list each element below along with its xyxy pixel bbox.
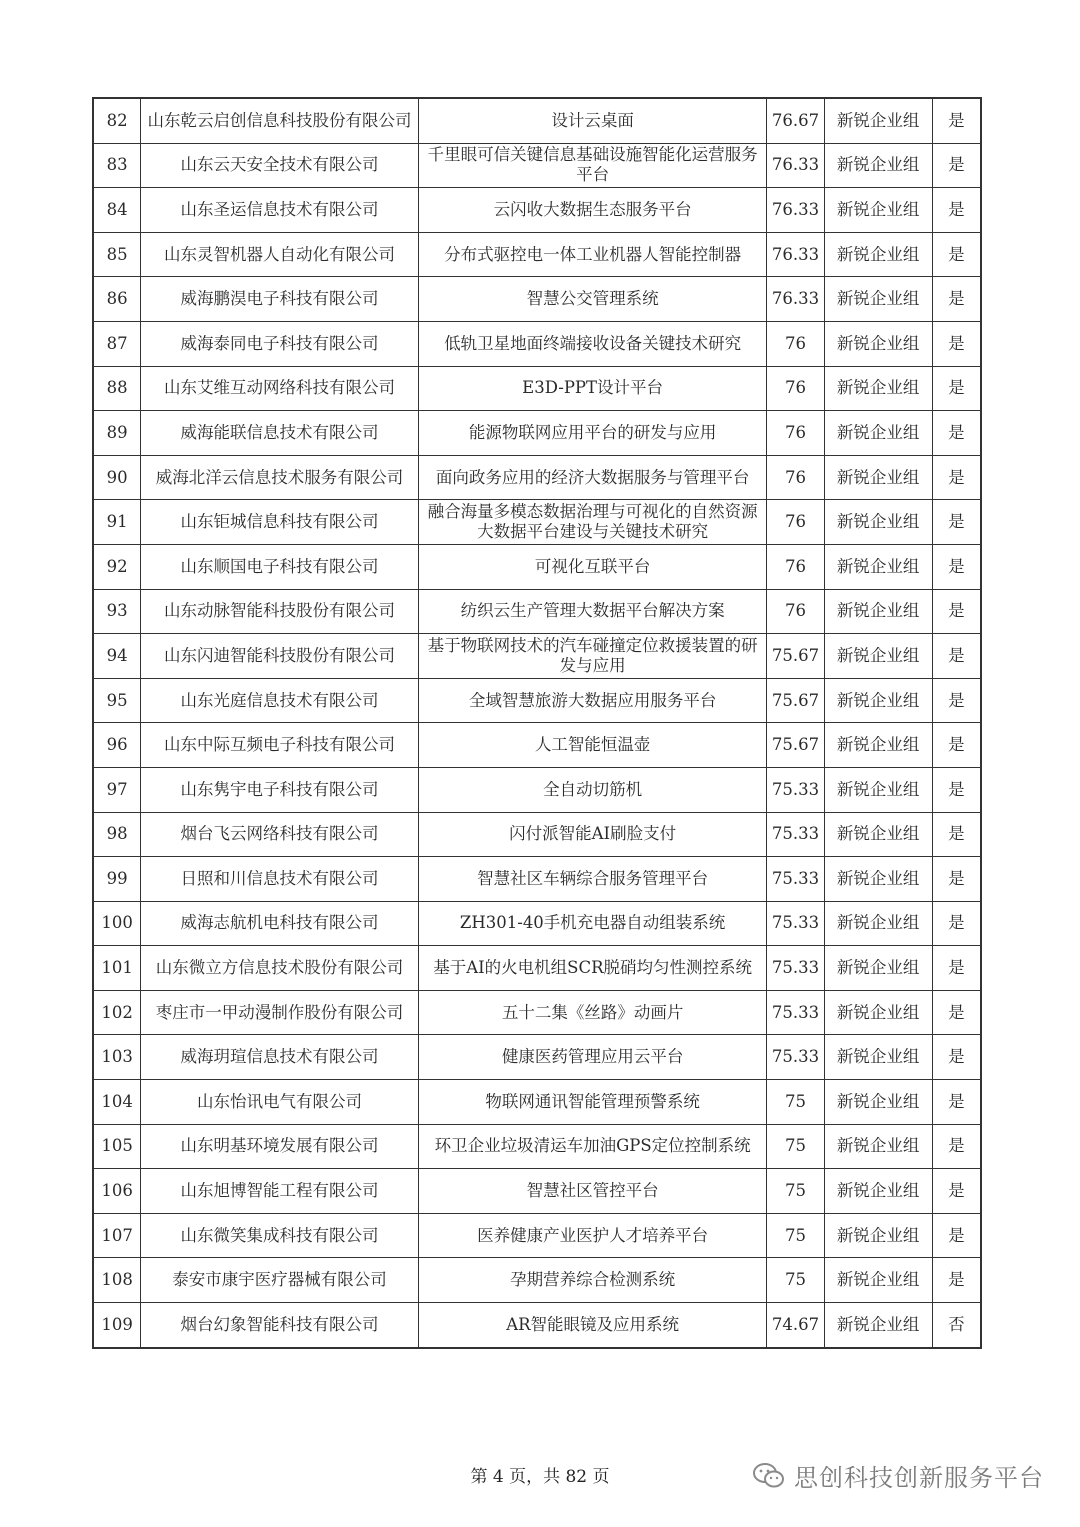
pass-status-cell: 是 xyxy=(932,946,981,991)
row-number-cell: 93 xyxy=(93,589,141,634)
pass-status-cell: 是 xyxy=(932,98,981,143)
row-number-cell: 104 xyxy=(93,1080,141,1125)
row-number-cell: 97 xyxy=(93,767,141,812)
group-name-cell: 新锐企业组 xyxy=(824,1035,932,1080)
table-row xyxy=(93,1124,981,1169)
company-name-cell: 山东微笑集成科技有限公司 xyxy=(141,1213,419,1258)
row-number-cell: 84 xyxy=(93,188,141,233)
pass-status-cell: 是 xyxy=(932,544,981,589)
project-name-cell: 能源物联网应用平台的研发与应用 xyxy=(418,411,767,456)
project-name-cell: ZH301-40手机充电器自动组装系统 xyxy=(418,901,767,946)
group-name-cell: 新锐企业组 xyxy=(824,946,932,991)
group-name-cell: 新锐企业组 xyxy=(824,544,932,589)
row-number-cell: 83 xyxy=(93,143,141,188)
company-name-cell: 山东云天安全技术有限公司 xyxy=(141,143,419,188)
company-name-cell: 山东动脉智能科技股份有限公司 xyxy=(141,589,419,634)
project-name-cell: 孕期营养综合检测系统 xyxy=(418,1258,767,1303)
project-name-cell: 闪付派智能AI刷脸支付 xyxy=(418,812,767,857)
group-name-cell: 新锐企业组 xyxy=(824,589,932,634)
score-cell: 75.67 xyxy=(767,634,824,679)
watermark-text: 思创科技创新服务平台 xyxy=(794,1464,1044,1492)
table-row xyxy=(93,277,981,322)
score-cell: 76 xyxy=(767,500,824,545)
score-cell: 76.33 xyxy=(767,143,824,188)
table-row xyxy=(93,188,981,233)
row-number-cell: 94 xyxy=(93,634,141,679)
company-name-cell: 山东钜城信息科技有限公司 xyxy=(141,500,419,545)
table-row xyxy=(93,1213,981,1258)
group-name-cell: 新锐企业组 xyxy=(824,232,932,277)
group-name-cell: 新锐企业组 xyxy=(824,857,932,902)
table-row xyxy=(93,500,981,545)
row-number-cell: 100 xyxy=(93,901,141,946)
company-name-cell: 山东中际互频电子科技有限公司 xyxy=(141,723,419,768)
score-cell: 76.33 xyxy=(767,188,824,233)
project-name-cell: 健康医药管理应用云平台 xyxy=(418,1035,767,1080)
project-name-cell: 云闪收大数据生态服务平台 xyxy=(418,188,767,233)
table-row xyxy=(93,411,981,456)
pass-status-cell: 是 xyxy=(932,767,981,812)
row-number-cell: 99 xyxy=(93,857,141,902)
row-number-cell: 96 xyxy=(93,723,141,768)
table-row xyxy=(93,1080,981,1125)
score-cell: 76 xyxy=(767,455,824,500)
project-name-cell: 基于物联网技术的汽车碰撞定位救援装置的研发与应用 xyxy=(418,634,767,679)
score-cell: 75.33 xyxy=(767,901,824,946)
table-row xyxy=(93,1035,981,1080)
table-row xyxy=(93,544,981,589)
pass-status-cell: 是 xyxy=(932,901,981,946)
company-name-cell: 枣庄市一甲动漫制作股份有限公司 xyxy=(141,990,419,1035)
project-name-cell: E3D-PPT设计平台 xyxy=(418,366,767,411)
pass-status-cell: 是 xyxy=(932,678,981,723)
table-row xyxy=(93,723,981,768)
score-cell: 76.33 xyxy=(767,277,824,322)
score-cell: 75 xyxy=(767,1213,824,1258)
table-row xyxy=(93,143,981,188)
score-cell: 74.67 xyxy=(767,1303,824,1348)
score-cell: 75 xyxy=(767,1258,824,1303)
group-name-cell: 新锐企业组 xyxy=(824,455,932,500)
group-name-cell: 新锐企业组 xyxy=(824,1258,932,1303)
group-name-cell: 新锐企业组 xyxy=(824,277,932,322)
project-name-cell: 环卫企业垃圾清运车加油GPS定位控制系统 xyxy=(418,1124,767,1169)
score-cell: 75 xyxy=(767,1124,824,1169)
pass-status-cell: 是 xyxy=(932,1258,981,1303)
project-name-cell: 物联网通讯智能管理预警系统 xyxy=(418,1080,767,1125)
row-number-cell: 102 xyxy=(93,990,141,1035)
table-row xyxy=(93,1303,981,1348)
company-name-cell: 威海能联信息技术有限公司 xyxy=(141,411,419,456)
project-name-cell: 全域智慧旅游大数据应用服务平台 xyxy=(418,678,767,723)
project-name-cell: AR智能眼镜及应用系统 xyxy=(418,1303,767,1348)
project-name-cell: 面向政务应用的经济大数据服务与管理平台 xyxy=(418,455,767,500)
group-name-cell: 新锐企业组 xyxy=(824,1213,932,1258)
company-name-cell: 山东艾维互动网络科技有限公司 xyxy=(141,366,419,411)
project-name-cell: 医养健康产业医护人才培养平台 xyxy=(418,1213,767,1258)
project-name-cell: 可视化互联平台 xyxy=(418,544,767,589)
table-row xyxy=(93,857,981,902)
company-name-cell: 威海泰同电子科技有限公司 xyxy=(141,321,419,366)
row-number-cell: 89 xyxy=(93,411,141,456)
row-number-cell: 92 xyxy=(93,544,141,589)
pass-status-cell: 否 xyxy=(932,1303,981,1348)
table-row xyxy=(93,366,981,411)
table-row xyxy=(93,589,981,634)
company-name-cell: 泰安市康宇医疗器械有限公司 xyxy=(141,1258,419,1303)
group-name-cell: 新锐企业组 xyxy=(824,411,932,456)
page-number: 第 4 页，共 82 页 xyxy=(470,1467,610,1487)
row-number-cell: 98 xyxy=(93,812,141,857)
table-row xyxy=(93,1258,981,1303)
company-name-cell: 烟台飞云网络科技有限公司 xyxy=(141,812,419,857)
project-name-cell: 融合海量多模态数据治理与可视化的自然资源大数据平台建设与关键技术研究 xyxy=(418,500,767,545)
pass-status-cell: 是 xyxy=(932,143,981,188)
group-name-cell: 新锐企业组 xyxy=(824,678,932,723)
group-name-cell: 新锐企业组 xyxy=(824,990,932,1035)
score-cell: 75.33 xyxy=(767,812,824,857)
table-row xyxy=(93,901,981,946)
score-cell: 76.67 xyxy=(767,98,824,143)
score-cell: 75.33 xyxy=(767,857,824,902)
pass-status-cell: 是 xyxy=(932,634,981,679)
table-row xyxy=(93,946,981,991)
project-name-cell: 智慧公交管理系统 xyxy=(418,277,767,322)
row-number-cell: 90 xyxy=(93,455,141,500)
wechat-icon xyxy=(752,1462,786,1490)
company-name-cell: 山东乾云启创信息科技股份有限公司 xyxy=(141,98,419,143)
group-name-cell: 新锐企业组 xyxy=(824,366,932,411)
score-cell: 75.67 xyxy=(767,723,824,768)
table-row xyxy=(93,232,981,277)
table-row xyxy=(93,812,981,857)
score-cell: 76.33 xyxy=(767,232,824,277)
group-name-cell: 新锐企业组 xyxy=(824,1080,932,1125)
group-name-cell: 新锐企业组 xyxy=(824,901,932,946)
group-name-cell: 新锐企业组 xyxy=(824,321,932,366)
group-name-cell: 新锐企业组 xyxy=(824,634,932,679)
table-row xyxy=(93,321,981,366)
pass-status-cell: 是 xyxy=(932,1080,981,1125)
group-name-cell: 新锐企业组 xyxy=(824,143,932,188)
group-name-cell: 新锐企业组 xyxy=(824,812,932,857)
company-name-cell: 山东明基环境发展有限公司 xyxy=(141,1124,419,1169)
pass-status-cell: 是 xyxy=(932,277,981,322)
row-number-cell: 101 xyxy=(93,946,141,991)
pass-status-cell: 是 xyxy=(932,232,981,277)
group-name-cell: 新锐企业组 xyxy=(824,723,932,768)
row-number-cell: 85 xyxy=(93,232,141,277)
score-cell: 76 xyxy=(767,411,824,456)
company-name-cell: 威海北洋云信息技术服务有限公司 xyxy=(141,455,419,500)
score-cell: 75 xyxy=(767,1080,824,1125)
row-number-cell: 107 xyxy=(93,1213,141,1258)
group-name-cell: 新锐企业组 xyxy=(824,1124,932,1169)
pass-status-cell: 是 xyxy=(932,321,981,366)
table-row xyxy=(93,990,981,1035)
score-cell: 75.33 xyxy=(767,1035,824,1080)
score-cell: 76 xyxy=(767,366,824,411)
project-name-cell: 五十二集《丝路》动画片 xyxy=(418,990,767,1035)
row-number-cell: 103 xyxy=(93,1035,141,1080)
group-name-cell: 新锐企业组 xyxy=(824,98,932,143)
company-name-cell: 山东微立方信息技术股份有限公司 xyxy=(141,946,419,991)
row-number-cell: 105 xyxy=(93,1124,141,1169)
score-cell: 76 xyxy=(767,321,824,366)
project-name-cell: 纺织云生产管理大数据平台解决方案 xyxy=(418,589,767,634)
score-cell: 75.33 xyxy=(767,990,824,1035)
company-name-cell: 威海玥瑄信息技术有限公司 xyxy=(141,1035,419,1080)
row-number-cell: 106 xyxy=(93,1169,141,1214)
score-cell: 75 xyxy=(767,1169,824,1214)
score-cell: 75.33 xyxy=(767,946,824,991)
table-row xyxy=(93,1169,981,1214)
row-number-cell: 95 xyxy=(93,678,141,723)
pass-status-cell: 是 xyxy=(932,411,981,456)
company-name-cell: 威海志航机电科技有限公司 xyxy=(141,901,419,946)
group-name-cell: 新锐企业组 xyxy=(824,500,932,545)
pass-status-cell: 是 xyxy=(932,857,981,902)
pass-status-cell: 是 xyxy=(932,366,981,411)
pass-status-cell: 是 xyxy=(932,1213,981,1258)
project-name-cell: 全自动切筋机 xyxy=(418,767,767,812)
company-name-cell: 威海鹏淏电子科技有限公司 xyxy=(141,277,419,322)
pass-status-cell: 是 xyxy=(932,455,981,500)
project-name-cell: 基于AI的火电机组SCR脱硝均匀性测控系统 xyxy=(418,946,767,991)
pass-status-cell: 是 xyxy=(932,500,981,545)
table-row xyxy=(93,455,981,500)
group-name-cell: 新锐企业组 xyxy=(824,1169,932,1214)
group-name-cell: 新锐企业组 xyxy=(824,767,932,812)
company-name-cell: 山东圣运信息技术有限公司 xyxy=(141,188,419,233)
score-cell: 76 xyxy=(767,544,824,589)
row-number-cell: 87 xyxy=(93,321,141,366)
company-name-cell: 山东隽宇电子科技有限公司 xyxy=(141,767,419,812)
table-body xyxy=(93,98,981,1348)
pass-status-cell: 是 xyxy=(932,1124,981,1169)
pass-status-cell: 是 xyxy=(932,990,981,1035)
table-row xyxy=(93,767,981,812)
row-number-cell: 109 xyxy=(93,1303,141,1348)
pass-status-cell: 是 xyxy=(932,723,981,768)
row-number-cell: 88 xyxy=(93,366,141,411)
pass-status-cell: 是 xyxy=(932,1169,981,1214)
row-number-cell: 86 xyxy=(93,277,141,322)
company-name-cell: 山东顺国电子科技有限公司 xyxy=(141,544,419,589)
results-table xyxy=(92,97,982,1349)
project-name-cell: 设计云桌面 xyxy=(418,98,767,143)
company-name-cell: 山东闪迪智能科技股份有限公司 xyxy=(141,634,419,679)
score-cell: 75.33 xyxy=(767,767,824,812)
row-number-cell: 91 xyxy=(93,500,141,545)
company-name-cell: 山东怡讯电气有限公司 xyxy=(141,1080,419,1125)
table-row xyxy=(93,678,981,723)
group-name-cell: 新锐企业组 xyxy=(824,188,932,233)
company-name-cell: 山东旭博智能工程有限公司 xyxy=(141,1169,419,1214)
watermark xyxy=(752,1458,1044,1493)
company-name-cell: 日照和川信息技术有限公司 xyxy=(141,857,419,902)
project-name-cell: 分布式驱控电一体工业机器人智能控制器 xyxy=(418,232,767,277)
company-name-cell: 烟台幻象智能科技有限公司 xyxy=(141,1303,419,1348)
row-number-cell: 82 xyxy=(93,98,141,143)
project-name-cell: 人工智能恒温壶 xyxy=(418,723,767,768)
table-row xyxy=(93,634,981,679)
company-name-cell: 山东灵智机器人自动化有限公司 xyxy=(141,232,419,277)
table-row xyxy=(93,98,981,143)
project-name-cell: 智慧社区管控平台 xyxy=(418,1169,767,1214)
row-number-cell: 108 xyxy=(93,1258,141,1303)
group-name-cell: 新锐企业组 xyxy=(824,1303,932,1348)
score-cell: 76 xyxy=(767,589,824,634)
score-cell: 75.67 xyxy=(767,678,824,723)
pass-status-cell: 是 xyxy=(932,1035,981,1080)
project-name-cell: 智慧社区车辆综合服务管理平台 xyxy=(418,857,767,902)
company-name-cell: 山东光庭信息技术有限公司 xyxy=(141,678,419,723)
pass-status-cell: 是 xyxy=(932,812,981,857)
project-name-cell: 低轨卫星地面终端接收设备关键技术研究 xyxy=(418,321,767,366)
pass-status-cell: 是 xyxy=(932,188,981,233)
pass-status-cell: 是 xyxy=(932,589,981,634)
project-name-cell: 千里眼可信关键信息基础设施智能化运营服务平台 xyxy=(418,143,767,188)
